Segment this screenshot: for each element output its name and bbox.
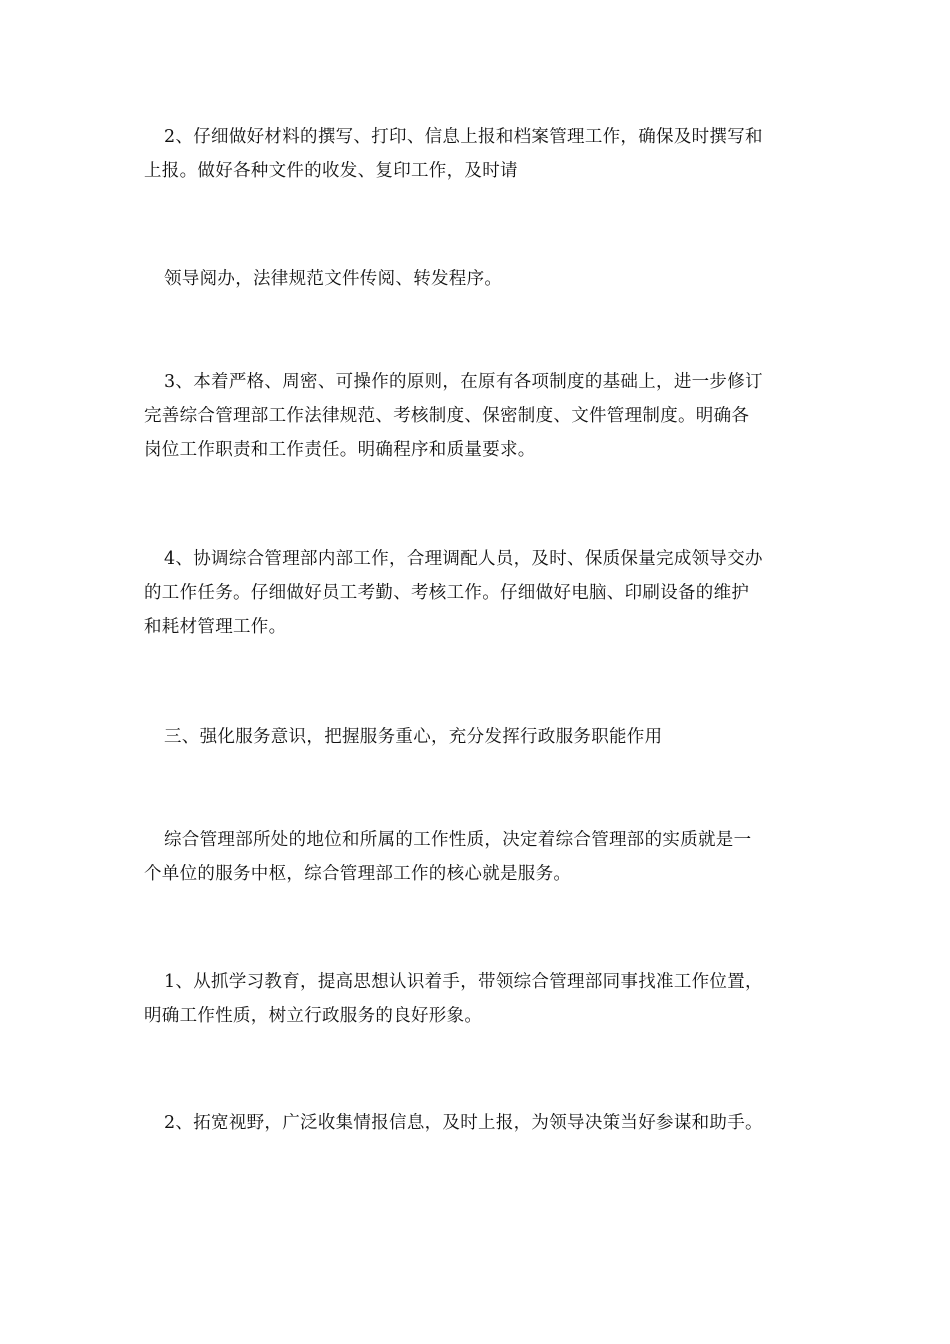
- paragraph-leader-review: [144, 262, 809, 296]
- paragraph-line: 明确工作性质，树立行政服务的良好形象。: [144, 1006, 483, 1026]
- paragraph-line: 三、强化服务意识，把握服务重心，充分发挥行政服务职能作用: [164, 727, 663, 747]
- paragraph-item-4-coordination: [144, 542, 809, 644]
- paragraph-line: 完善综合管理部工作法律规范、考核制度、保密制度、文件管理制度。明确各: [144, 406, 750, 426]
- paragraph-line: 4、协调综合管理部内部工作，合理调配人员，及时、保质保量完成领导交办: [164, 549, 763, 569]
- paragraph-line: 岗位工作职责和工作责任。明确程序和质量要求。: [144, 440, 536, 460]
- paragraph-item-2-materials: [144, 120, 809, 188]
- paragraph-item-2-information: [144, 1106, 809, 1140]
- paragraph-line: 3、本着严格、周密、可操作的原则，在原有各项制度的基础上，进一步修订: [164, 372, 763, 392]
- paragraph-line: 的工作任务。仔细做好员工考勤、考核工作。仔细做好电脑、印刷设备的维护: [144, 583, 750, 603]
- paragraph-line: 2、仔细做好材料的撰写、打印、信息上报和档案管理工作，确保及时撰写和: [164, 127, 763, 147]
- paragraph-department-role: [144, 823, 809, 891]
- paragraph-line: 2、拓宽视野，广泛收集情报信息，及时上报，为领导决策当好参谋和助手。: [164, 1113, 763, 1133]
- paragraph-line: 1、从抓学习教育，提高思想认识着手，带领综合管理部同事找准工作位置，: [164, 972, 763, 992]
- paragraph-line: 综合管理部所处的地位和所属的工作性质，决定着综合管理部的实质就是一: [164, 830, 752, 850]
- paragraph-line: 和耗材管理工作。: [144, 617, 287, 637]
- section-heading-service-awareness: [144, 720, 809, 754]
- paragraph-line: 上报。做好各种文件的收发、复印工作，及时请: [144, 161, 518, 181]
- paragraph-item-1-learning: [144, 965, 809, 1033]
- paragraph-line: 个单位的服务中枢，综合管理部工作的核心就是服务。: [144, 864, 572, 884]
- paragraph-line: 领导阅办，法律规范文件传阅、转发程序。: [164, 269, 503, 289]
- paragraph-item-3-regulations: [144, 365, 809, 467]
